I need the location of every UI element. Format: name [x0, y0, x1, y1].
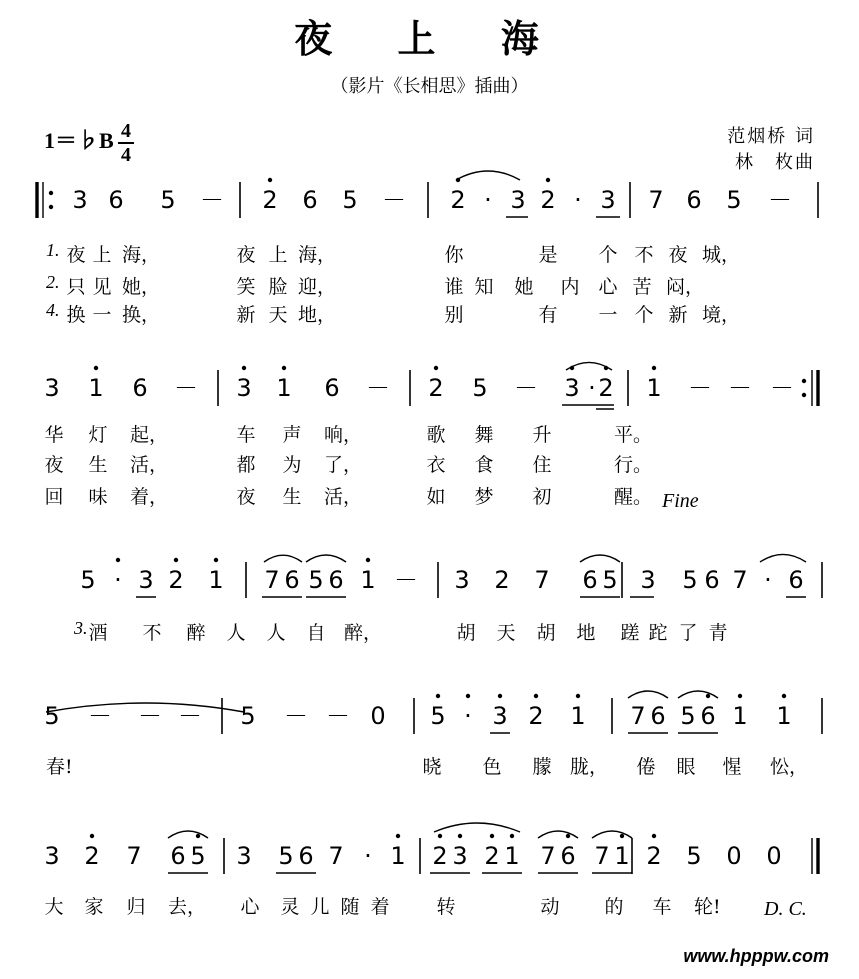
lyric-char: 谁	[444, 276, 464, 298]
lyric-char: 内	[560, 276, 580, 298]
octave-dot	[458, 834, 462, 838]
lyric-char: 海，	[122, 244, 161, 266]
lyric-char: 胡	[536, 622, 556, 644]
jianpu-note: 3	[640, 566, 656, 594]
time-signature	[118, 120, 134, 166]
jianpu-note: ·	[464, 702, 472, 730]
fine-mark: Fine	[662, 490, 699, 512]
lyric-char: 倦	[636, 756, 656, 778]
jianpu-note: 2	[484, 842, 500, 870]
lyricist-credit: 范烟桥 词	[727, 126, 815, 147]
lyric-char: 回	[44, 486, 64, 508]
lyric-char: 别	[444, 304, 464, 326]
jianpu-note: －	[394, 566, 418, 594]
jianpu-note: 6	[650, 702, 666, 730]
lyric-char: 人	[266, 622, 286, 644]
lyric-char: 地	[576, 622, 596, 644]
octave-dot	[116, 558, 120, 562]
jianpu-note: 3	[236, 374, 252, 402]
lyric-char: 随	[340, 896, 360, 918]
jianpu-note: 5	[342, 186, 358, 214]
jianpu-note: 1	[360, 566, 376, 594]
jianpu-note: －	[200, 186, 224, 214]
jianpu-note: ·	[484, 186, 492, 214]
jianpu-note: 0	[370, 702, 386, 730]
jianpu-note: 0	[726, 842, 742, 870]
composer-credit: 林 枚曲	[735, 152, 815, 173]
jianpu-note: 5	[80, 566, 96, 594]
lyric-char: 忪，	[770, 756, 809, 778]
lyric-char: 地，	[298, 304, 337, 326]
lyric-char: 着	[370, 896, 390, 918]
jianpu-note: －	[326, 702, 350, 730]
slur-arc	[306, 555, 346, 562]
lyric-char: 眼	[676, 756, 696, 778]
lyric-char: 脸	[268, 276, 288, 298]
lyric-char: 个	[634, 304, 654, 326]
slur-arc	[628, 691, 668, 698]
slur-arc	[678, 691, 718, 698]
dc-mark: D. C.	[764, 898, 807, 920]
lyric-char: 有	[538, 304, 558, 326]
octave-dot	[466, 694, 470, 698]
jianpu-note: －	[138, 702, 162, 730]
jianpu-note: －	[178, 702, 202, 730]
lyric-char: 归	[126, 896, 146, 918]
lyric-char: 人	[226, 622, 246, 644]
octave-dot	[490, 834, 494, 838]
lyric-char: 平。	[614, 424, 653, 446]
jianpu-note: 5	[190, 842, 206, 870]
lyric-char: 夜	[44, 454, 64, 476]
octave-dot	[196, 834, 200, 838]
jianpu-note: 3	[510, 186, 526, 214]
octave-dot	[604, 366, 608, 370]
jianpu-note: 6	[302, 186, 318, 214]
lyric-char: 舞	[474, 424, 494, 446]
jianpu-note: 5	[726, 186, 742, 214]
watermark: www.hpppw.com	[683, 946, 829, 966]
jianpu-note: 2	[528, 702, 544, 730]
key-signature: 1＝♭B	[44, 128, 114, 153]
lyric-char: 跎	[648, 622, 668, 644]
lyric-char: 天	[268, 304, 288, 326]
octave-dot	[802, 379, 806, 383]
jianpu-note: 6	[704, 566, 720, 594]
lyric-char: 天	[496, 622, 516, 644]
jianpu-note: 7	[264, 566, 280, 594]
lyric-char: 你	[444, 244, 464, 266]
lyric-char: 夜	[66, 244, 86, 266]
octave-dot	[49, 191, 53, 195]
jianpu-note: 5	[44, 702, 60, 730]
lyric-char: 境，	[702, 304, 741, 326]
lyric-char: 升	[532, 424, 552, 446]
jianpu-note: 1	[390, 842, 406, 870]
lyric-char: 青	[708, 622, 728, 644]
jianpu-note: 3	[454, 566, 470, 594]
jianpu-note: 6	[108, 186, 124, 214]
lyric-char: 换，	[122, 304, 161, 326]
lyric-char: 城，	[702, 244, 741, 266]
jianpu-note: －	[768, 186, 792, 214]
lyric-char: 不	[634, 244, 654, 266]
octave-dot	[802, 393, 806, 397]
time-signature-bottom: 4	[121, 144, 131, 166]
jianpu-note: 7	[594, 842, 610, 870]
lyric-char: 响，	[324, 424, 363, 446]
lyric-char: 醉	[186, 622, 206, 644]
lyric-char: 夜	[236, 486, 256, 508]
jianpu-note: 3	[44, 374, 60, 402]
jianpu-note: 2	[540, 186, 556, 214]
lyric-char: 闷，	[666, 276, 705, 298]
octave-dot	[90, 834, 94, 838]
lyric-char: 住	[532, 454, 552, 476]
jianpu-note: 2	[494, 566, 510, 594]
lyric-char: 她	[514, 276, 534, 298]
lyric-char: 上	[92, 244, 112, 266]
lyric-char: 胧，	[570, 756, 609, 778]
lyric-char: 衣	[426, 454, 446, 476]
jianpu-note: 3	[492, 702, 508, 730]
lyric-char: 只	[66, 276, 86, 298]
lyric-char: 转	[436, 896, 456, 918]
octave-dot	[620, 834, 624, 838]
octave-dot	[738, 694, 742, 698]
lyric-char: 轮!	[694, 896, 721, 918]
jianpu-note: 0	[766, 842, 782, 870]
lyric-char: 心	[240, 896, 260, 918]
jianpu-note: ·	[574, 186, 582, 214]
jianpu-note: －	[284, 702, 308, 730]
lyric-char: 上	[268, 244, 288, 266]
lyric-char: 新	[668, 304, 688, 326]
jianpu-note: 1	[646, 374, 662, 402]
jianpu-note: 2	[428, 374, 444, 402]
octave-dot	[438, 834, 442, 838]
lyric-char: 是	[538, 244, 558, 266]
jianpu-note: －	[728, 374, 752, 402]
octave-dot	[782, 694, 786, 698]
jianpu-note: 6	[324, 374, 340, 402]
octave-dot	[396, 834, 400, 838]
jianpu-note: ·	[364, 842, 372, 870]
octave-dot	[214, 558, 218, 562]
jianpu-note: 7	[732, 566, 748, 594]
lyric-char: 声	[282, 424, 302, 446]
lyric-char: 了，	[324, 454, 363, 476]
jianpu-note: 6	[284, 566, 300, 594]
lyric-char: 车	[236, 424, 256, 446]
jianpu-note: 5	[278, 842, 294, 870]
lyric-char: 一	[598, 304, 618, 326]
jianpu-note: －	[382, 186, 406, 214]
jianpu-note: 7	[648, 186, 664, 214]
jianpu-note: 6	[328, 566, 344, 594]
lyric-char: 个	[598, 244, 618, 266]
slur-arc	[538, 831, 578, 838]
lyric-char: 自	[306, 622, 326, 644]
lyric-char: 的	[604, 896, 624, 918]
lyric-char: 醉，	[344, 622, 383, 644]
jianpu-note: 1	[88, 374, 104, 402]
jianpu-note: ·	[588, 374, 596, 402]
jianpu-note: 2	[84, 842, 100, 870]
jianpu-note: －	[366, 374, 390, 402]
slur-arc	[760, 554, 806, 562]
jianpu-note: 5	[686, 842, 702, 870]
lyric-char: 见	[92, 276, 112, 298]
jianpu-note: 5	[680, 702, 696, 730]
jianpu-note: －	[88, 702, 112, 730]
jianpu-note: 5	[240, 702, 256, 730]
slur-arc	[592, 831, 632, 838]
jianpu-note: 6	[132, 374, 148, 402]
slur-arc	[566, 362, 612, 370]
lyric-char: 夜	[668, 244, 688, 266]
slur-arc	[264, 555, 302, 562]
lyric-char: 行。	[614, 454, 653, 476]
jianpu-note: 1	[614, 842, 630, 870]
jianpu-note: 2	[598, 374, 614, 402]
lyric-char: 都	[236, 454, 256, 476]
lyric-char: 一	[92, 304, 112, 326]
jianpu-note: 6	[700, 702, 716, 730]
octave-dot	[434, 366, 438, 370]
jianpu-note: 2	[262, 186, 278, 214]
lyric-char: 起，	[130, 424, 169, 446]
octave-dot	[242, 366, 246, 370]
lyric-char: 苦	[632, 276, 652, 298]
slur-arc	[434, 823, 520, 832]
jianpu-note: 3	[600, 186, 616, 214]
jianpu-note: 1	[570, 702, 586, 730]
octave-dot	[498, 694, 502, 698]
jianpu-note: 5	[682, 566, 698, 594]
lyric-char: 新	[236, 304, 256, 326]
lyric-char: 色	[482, 756, 502, 778]
lyric-char: 梦	[474, 486, 494, 508]
jianpu-note: 2	[450, 186, 466, 214]
lyric-char: 儿	[310, 896, 330, 918]
jianpu-note: 3	[452, 842, 468, 870]
lyric-char: 生	[282, 486, 302, 508]
jianpu-note: 7	[540, 842, 556, 870]
octave-dot	[268, 178, 272, 182]
octave-dot	[652, 834, 656, 838]
jianpu-note: 3	[44, 842, 60, 870]
lyric-char: 着，	[130, 486, 169, 508]
jianpu-note: 6	[560, 842, 576, 870]
jianpu-note: 2	[432, 842, 448, 870]
octave-dot	[576, 694, 580, 698]
jianpu-note: 1	[776, 702, 792, 730]
slur-arc	[456, 171, 520, 180]
jianpu-note: 7	[630, 702, 646, 730]
verse-number: 4.	[46, 300, 60, 320]
verse-number: 1.	[46, 240, 60, 260]
jianpu-note: 5	[472, 374, 488, 402]
octave-dot	[566, 834, 570, 838]
jianpu-note: 6	[686, 186, 702, 214]
lyric-char: 蹉	[620, 622, 640, 644]
jianpu-note: －	[174, 374, 198, 402]
lyric-char: 生	[88, 454, 108, 476]
lyric-char: 迎，	[298, 276, 337, 298]
octave-dot	[366, 558, 370, 562]
jianpu-note: 3	[564, 374, 580, 402]
jianpu-note: ·	[764, 566, 772, 594]
jianpu-note: 2	[646, 842, 662, 870]
octave-dot	[94, 366, 98, 370]
jianpu-note: 6	[298, 842, 314, 870]
octave-dot	[534, 694, 538, 698]
lyric-char: 大	[44, 896, 64, 918]
lyric-char: 夜	[236, 244, 256, 266]
lyric-char: 朦	[532, 756, 552, 778]
lyric-char: 家	[84, 896, 104, 918]
lyric-char: 车	[652, 896, 672, 918]
lyric-char: 心	[598, 276, 618, 298]
time-signature-top: 4	[121, 120, 131, 142]
octave-dot	[49, 205, 53, 209]
octave-dot	[546, 178, 550, 182]
jianpu-note: 1	[504, 842, 520, 870]
lyric-char: 灵	[280, 896, 300, 918]
jianpu-note: 1	[208, 566, 224, 594]
jianpu-note: 6	[582, 566, 598, 594]
lyric-char: 笑	[236, 276, 256, 298]
lyric-char: 晓	[422, 756, 442, 778]
lyric-char: 活，	[130, 454, 169, 476]
song-title: 夜 上 海	[294, 16, 565, 61]
jianpu-note: ·	[114, 566, 122, 594]
song-subtitle: （影片《长相思》插曲）	[330, 76, 529, 97]
jianpu-note: －	[770, 374, 794, 402]
octave-dot	[652, 366, 656, 370]
jianpu-note: 3	[72, 186, 88, 214]
jianpu-note: 7	[534, 566, 550, 594]
slur-arc	[580, 555, 620, 562]
octave-dot	[456, 178, 460, 182]
jianpu-note: －	[688, 374, 712, 402]
lyric-char: 酒	[88, 622, 108, 644]
verse-number: 2.	[46, 272, 60, 292]
lyric-char: 灯	[88, 424, 108, 446]
jianpu-note: 5	[160, 186, 176, 214]
jianpu-note: 7	[126, 842, 142, 870]
jianpu-note: 6	[788, 566, 804, 594]
octave-dot	[510, 834, 514, 838]
lyric-char: 惺	[722, 756, 742, 778]
lyric-char: 动	[540, 896, 560, 918]
jianpu-note: 3	[236, 842, 252, 870]
lyric-char: 醒。	[614, 486, 653, 508]
lyric-char: 食	[474, 454, 494, 476]
lyric-char: 华	[44, 424, 64, 446]
octave-dot	[282, 366, 286, 370]
jianpu-note: 2	[168, 566, 184, 594]
verse-number: 3.	[74, 618, 88, 638]
jianpu-note: 3	[138, 566, 154, 594]
lyric-char: 换	[66, 304, 86, 326]
lyric-char: 了	[678, 622, 698, 644]
lyric-char: 不	[142, 622, 162, 644]
jianpu-note: 5	[430, 702, 446, 730]
slur-arc	[168, 831, 208, 838]
lyric-char: 活，	[324, 486, 363, 508]
lyric-char: 去，	[168, 896, 207, 918]
lyric-char: 海，	[298, 244, 337, 266]
octave-dot	[436, 694, 440, 698]
lyric-char: 她，	[122, 276, 161, 298]
lyric-char: 胡	[456, 622, 476, 644]
jianpu-note: －	[514, 374, 538, 402]
lyric-char: 春!	[46, 756, 73, 778]
lyric-char: 味	[88, 486, 108, 508]
lyric-char: 为	[282, 454, 302, 476]
jianpu-note: 7	[328, 842, 344, 870]
jianpu-note: 5	[308, 566, 324, 594]
lyric-char: 初	[532, 486, 552, 508]
jianpu-note: 6	[170, 842, 186, 870]
jianpu-note: 1	[276, 374, 292, 402]
lyric-char: 如	[426, 486, 446, 508]
lyric-char: 歌	[426, 424, 446, 446]
lyric-char: 知	[474, 276, 494, 298]
octave-dot	[174, 558, 178, 562]
jianpu-note: 5	[602, 566, 618, 594]
octave-dot	[570, 366, 574, 370]
jianpu-note: 1	[732, 702, 748, 730]
octave-dot	[706, 694, 710, 698]
